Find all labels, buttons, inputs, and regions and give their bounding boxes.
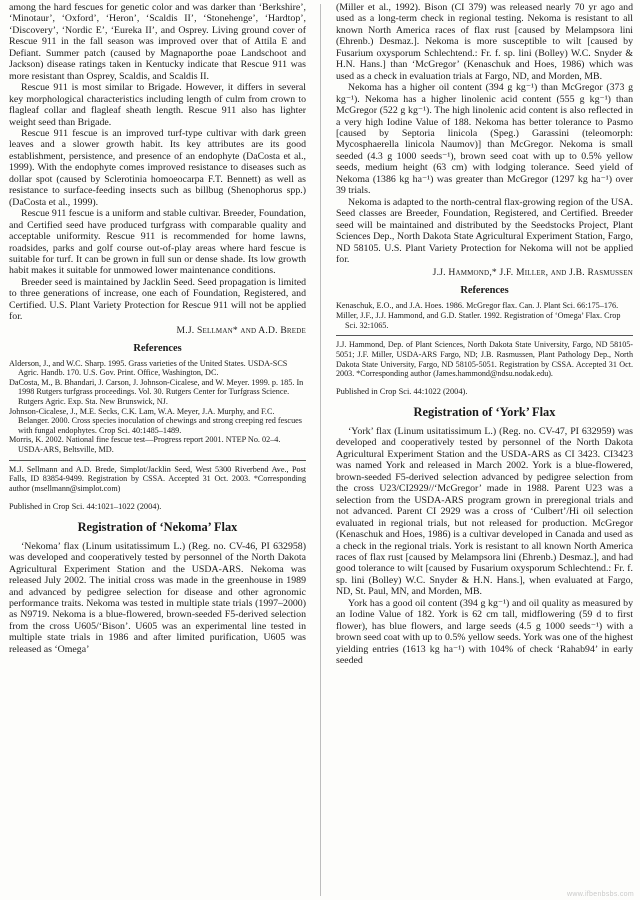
nekoma-references-heading: References [460, 285, 509, 297]
nekoma-title: Registration of ‘Nekoma’ Flax [77, 519, 238, 534]
rescue911-authors: M.J. Sellman* and A.D. Brede [176, 324, 306, 336]
column-divider [320, 4, 321, 896]
nekoma-paragraph-4: Nekoma is adapted to the north-central flax-growing region of the USA. Seed classes are Breeder, Foundation, Registered, and Certified. Breeder seed will be maintained and distributed by the Seedstocks Project, Plant Sciences Dep., North Dakota State Agricultural Experiment Station, Fargo, ND 58105. U.S. Plant Variety Protection for Nekoma will not be applied for. [336, 196, 633, 265]
left-column [9, 2, 306, 655]
rescue911-paragraph-5: Breeder seed is maintained by Jacklin Seed. Seed propagation is limited to three generations of increase, one each of Foundation, Registered, and Certified. U.S. Plant Variety Protection for Rescue 911 will not be applied for. [9, 276, 306, 323]
divider [9, 460, 306, 461]
nekoma-paragraph-2: (Miller et al., 1992). Bison (CI 379) was released nearly 70 yr ago and used as a long-term check in regional testing. Nekoma is resistant to all known North America races of flax rust [caused by Melampsora lini (Ehrenb.) Desmaz.]. Nekoma is more susceptible to wilt [caused by Fusarium oxysporum Schlechtend.: Fr. f. sp. lini (Bolley) W.C. Snyder & H.N. Hans.] than ‘McGregor’ (Kenaschuk and Hoes, 1986) which was used as a check in evaluation trials at Fargo, ND, and Morden, MB. [336, 2, 633, 82]
watermark: www.ifbenbsbs.com [567, 891, 634, 898]
york-title: Registration of ‘York’ Flax [413, 405, 556, 420]
york-paragraph-2: York has a good oil content (394 g kg⁻¹) and oil quality as measured by an Iodine Value of 182. York is 62 cm tall, midflowering (59 d to first flower), has blue flowers, and large seeds (4.5 g 1000 seeds⁻¹) with a brown seed coat with up to 0.5% yellow seeds. York was one of the highest yielding entries (1613 kg ha⁻¹) with 104% of check ‘Rahab94’ in early seeded [336, 597, 633, 667]
rescue911-publication-note: Published in Crop Sci. 44:1021–1022 (2004). [9, 501, 162, 511]
rescue911-references-heading: References [133, 342, 182, 354]
reference-item: Morris, K. 2002. National fine fescue test—Progress report 2001. NTEP No. 02–4. USDA-ARS, Beltsville, MD. [9, 435, 281, 455]
reference-item: DaCosta, M., B. Bhandari, J. Carson, J. Johnson-Cicalese, and W. Meyer. 1999. p. 185. In 1998 Rutgers turfgrass proceedings. Vol. 30. Rutgers Center for Turfgrass Science. Rutgers Agric. Exp. Sta. New Brunswick, NJ. [9, 377, 304, 407]
rescue911-paragraph-4: Rescue 911 fescue is a uniform and stable cultivar. Breeder, Foundation, and Certified seed have produced turfgrass with comparable quality and acceptable uniformity. Rescue 911 is recommended for home lawns, roadsides, parks and golf course out-of-play areas where hard fescue is suitable for turf. It can be grown in full sun or dense shade. Its low growth habit makes it suitable for unmowed lower maintenance conditions. [9, 208, 306, 277]
reference-item: Alderson, J., and W.C. Sharp. 1995. Grass varieties of the United States. USDA-SCS Agric. Handb. 170. U.S. Gov. Print. Office, Washington, DC. [9, 358, 288, 378]
nekoma-authors: J.J. Hammond,* J.F. Miller, and J.B. Rasmussen [432, 267, 633, 279]
right-column [336, 2, 633, 667]
nekoma-publication-note: Published in Crop Sci. 44:1022 (2004). [336, 387, 468, 397]
reference-item: Johnson-Cicalese, J., M.E. Secks, C.K. Lam, W.A. Meyer, J.A. Murphy, and F.C. Belanger. 2000. Cross species inoculation of chewings and strong creeping red fescues with fungal endophytes. Crop Sci. 40:1485–1489. [9, 406, 302, 435]
nekoma-author-address: J.J. Hammond, Dep. of Plant Sciences, North Dakota State University, Fargo, ND 58105-5051; J.F. Miller, USDA-ARS Fargo, ND; J.B. Rasmussen, Plant Pathology Dep., North Dakota State University, Fargo, ND 58105-5051. Registration by CSSA. Accepted 31 Oct. 2003. *Corresponding author (James.hammond@ndsu.nodak.edu). [336, 340, 633, 379]
nekoma-paragraph-3: Nekoma has a higher oil content (394 g kg⁻¹) than McGregor (373 g kg⁻¹). Nekoma has a higher linolenic acid content (555 g kg⁻¹) than McGregor (522 g kg⁻¹). The high linolenic acid content is also reflected in a very high Iodine Value of 188. Nekoma has better tolerance to Pasmo [caused by Septoria linicola (Speg.) Garassini (teleomorph: Mycosphaerella linicola Naumov)] than McGregor. Nekoma is small seeded (4.3 g 1000 seeds⁻¹), brown seed coat with up to 0.5% yellow seeds, medium height (63 cm) with lodging tolerance. Seed yield of Nekoma (1386 kg ha⁻¹) was greater than McGregor (1297 kg ha⁻¹) over 39 trials. [336, 82, 633, 197]
reference-item: Kenaschuk, E.O., and J.A. Hoes. 1986. McGregor flax. Can. J. Plant Sci. 66:175–176. [336, 301, 619, 311]
nekoma-paragraph-1: ‘Nekoma’ flax (Linum usitatissimum L.) (Reg. no. CV-46, PI 632958) was developed and cooperatively tested by personnel of the North Dakota Agricultural Experiment Station and the USDA-ARS. Nekoma was released July 2002. The initial cross was made in the greenhouse in 1989 and advanced by pedigree selection for disease and other agronomic performance traits. Nekoma was tested in multiple state trials (1997–2000) as N9719. Nekoma is a blue-flowered, brown-seeded F5-derived selection from the cross U605/‘Bison’. U605 was an experimental line tested in multiple state trials in 1986 and after limited purification, U605 was released as ‘Omega’ [9, 540, 306, 655]
divider [336, 335, 633, 336]
rescue911-author-address: M.J. Sellmann and A.D. Brede, Simplot/Jacklin Seed, West 5300 Riverbend Ave., Post Falls, ID 83854-9499. Registration by CSSA. Accepted 31 Oct. 2003. *Corresponding author (msellmann@simplot.com) [9, 464, 306, 494]
reference-item: Miller, J.F., J.J. Hammond, and G.D. Statler. 1992. Registration of ‘Omega’ Flax. Crop Sci. 32:1065. [336, 311, 621, 330]
york-paragraph-1: ‘York’ flax (Linum usitatissimum L.) (Reg. no. CV-47, PI 632959) was developed and cooperatively tested by personnel of the North Dakota Agricultural Experiment Station and the USDA-ARS as CI 3423. CI3423 was named York and released in March 2002. York is a blue-flowered, brown-seeded F5-derived selection advanced by pedigree selection from the cross U23/CI2929//‘McGregor’ made in 1988. Parent U23 was a selection from the USDA-ARS program grown in preregional trials and not advanced. Parent CI 2929 was a cross of ‘Culbert’/Hi oil selection evaluated in regional trials, but not released for production. McGregor (Kenaschuk and Hoes, 1986) is a cultivar developed in Canada and used as a check in the regional trials. York is resistant to all known North America races of flax rust [caused by Melampsora lini (Ehrenb.) Desmaz.], and had good tolerance to wilt [caused by Fusarium oxysporum Schlechtend.: Fr. f. sp. lini (Bolley) W.C. Snyder & H.N. Hans.], when evaluated at Fargo, ND, St. Paul, MN, and Morden, MB. [336, 426, 633, 598]
rescue911-paragraph-3: Rescue 911 fescue is an improved turf-type cultivar with dark green leaves and a slower growth habit. Its key attributes are its good establishment, persistence, and presence of an endophyte (DaCosta et al., 1999). With the endophyte comes improved resistance to diseases such as dollar spot (caused by Sclerotinia homoeocarpa F.T. Bennett) as well as resistance to surface-feeding insects such as billbug (Shenophorus spp.) (DaCosta et al., 1999). [9, 127, 306, 208]
rescue911-paragraph-1: among the hard fescues for genetic color and was darker than ‘Berkshire’, ‘Minotaur’, ‘Oxford’, ‘Heron’, ‘Scaldis II’, ‘Stonehenge’, ‘Hardtop’, ‘Discovery’, ‘Nordic E’, ‘Eureka II’, and Osprey. Living ground cover of Rescue 911 in the fall season was improved over that of Attila E and Defiant. Summer patch (caused by Magnaporthe poae Landschoot and Jackson) disease ratings taken in Kentucky indicate that Rescue 911 was more resistant than Osprey, Scaldis, and Scaldis II. [9, 2, 306, 82]
rescue911-paragraph-2: Rescue 911 is most similar to Brigade. However, it differs in several key morphological characteristics including length of culm from crown to flagleaf collar and flagleaf sheath length. Rescue 911 also has lighter weight seed than Brigade. [9, 82, 306, 128]
